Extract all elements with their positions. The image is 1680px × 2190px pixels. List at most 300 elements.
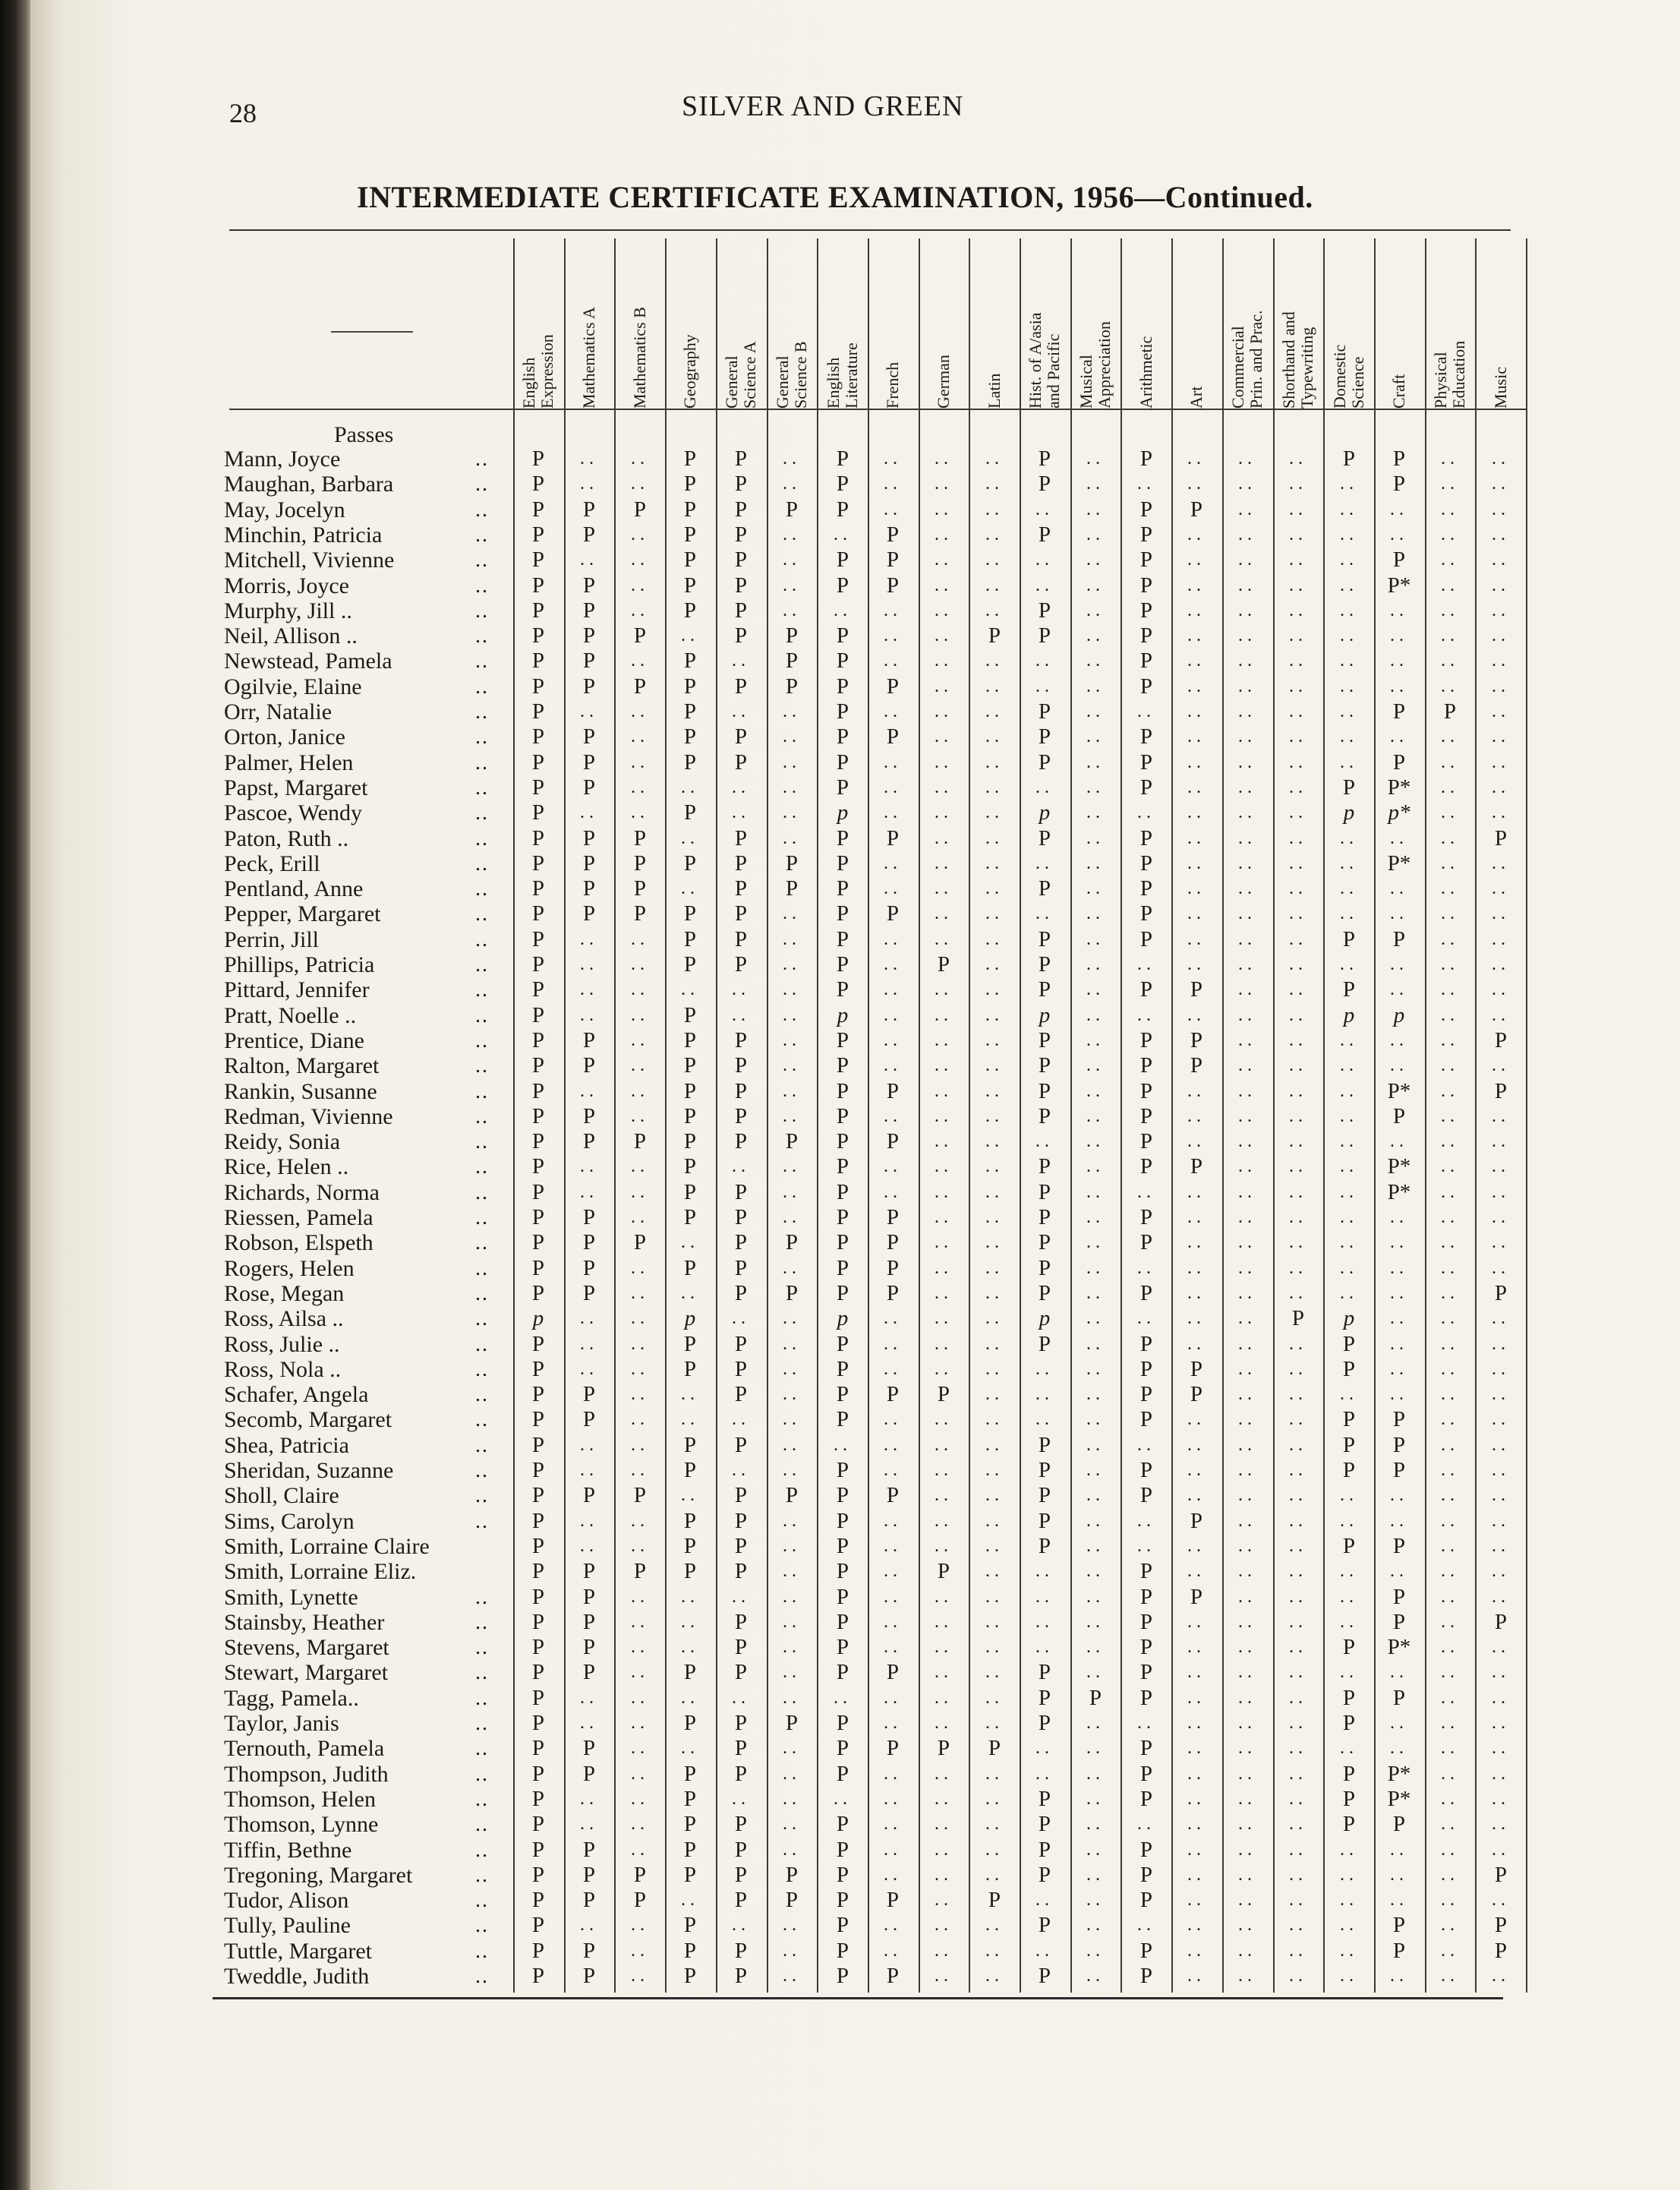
pass-mark: P xyxy=(1038,1180,1051,1204)
pass-mark: P xyxy=(734,1964,748,1988)
student-name: Rice, Helen .. xyxy=(224,1154,349,1179)
no-pass-mark: .. xyxy=(1492,1182,1510,1202)
pass-mark: P xyxy=(836,674,849,699)
no-pass-mark: .. xyxy=(1187,1814,1206,1834)
pass-mark: P xyxy=(836,1711,849,1735)
no-pass-mark: .. xyxy=(1441,1207,1459,1227)
no-pass-mark: .. xyxy=(1238,1460,1256,1480)
no-pass-mark: .. xyxy=(1187,1966,1206,1986)
no-pass-mark: .. xyxy=(1238,1131,1256,1151)
no-pass-mark: .. xyxy=(1390,1561,1408,1581)
pass-mark: P xyxy=(683,447,697,471)
no-pass-mark: .. xyxy=(1340,500,1358,519)
pass-mark: p xyxy=(532,1306,544,1330)
no-pass-mark: .. xyxy=(985,1460,1004,1480)
no-pass-mark: .. xyxy=(1086,854,1105,873)
pass-mark: P xyxy=(531,1509,545,1533)
no-pass-mark: .. xyxy=(1441,854,1459,873)
no-pass-mark: .. xyxy=(783,1182,801,1202)
student-name: Thomson, Lynne xyxy=(224,1812,379,1837)
pass-mark: P xyxy=(531,1534,545,1558)
no-pass-mark: .. xyxy=(1492,1435,1510,1455)
pass-mark: P xyxy=(683,1028,697,1052)
no-pass-mark: .. xyxy=(1238,929,1256,949)
no-pass-mark: .. xyxy=(1289,1789,1307,1809)
no-pass-mark: .. xyxy=(985,601,1004,620)
no-pass-mark: .. xyxy=(1238,500,1256,519)
no-pass-mark: .. xyxy=(1187,1106,1206,1126)
no-pass-mark: .. xyxy=(1390,601,1408,620)
no-pass-mark: .. xyxy=(1086,1637,1105,1657)
student-name: Pentland, Anne xyxy=(224,876,364,901)
table-row xyxy=(0,1964,1518,1989)
no-pass-mark: .. xyxy=(1086,702,1105,721)
no-pass-mark: .. xyxy=(1238,550,1256,570)
subject-header: French xyxy=(883,361,902,409)
row-leader-dots: .. xyxy=(475,1964,489,1988)
no-pass-mark: .. xyxy=(1238,601,1256,620)
pass-mark: P xyxy=(531,775,545,800)
no-pass-mark: .. xyxy=(783,474,801,494)
no-pass-mark: .. xyxy=(884,1688,902,1708)
pass-mark: P xyxy=(734,1509,748,1533)
no-pass-mark: .. xyxy=(1390,879,1408,898)
no-pass-mark: .. xyxy=(935,449,953,469)
no-pass-mark: .. xyxy=(1441,1612,1459,1632)
no-pass-mark: .. xyxy=(1086,1662,1105,1682)
pass-mark: P xyxy=(1494,1863,1508,1887)
pass-mark: P xyxy=(785,1129,799,1153)
no-pass-mark: .. xyxy=(985,1232,1004,1252)
pass-mark: P* xyxy=(1387,1079,1411,1103)
no-pass-mark: .. xyxy=(1187,626,1206,645)
no-pass-mark: .. xyxy=(1238,1865,1256,1885)
pass-mark: P xyxy=(582,1736,596,1760)
student-name: Tuttle, Margaret xyxy=(224,1939,372,1964)
student-name: Neil, Allison .. xyxy=(224,623,358,648)
pass-mark: P xyxy=(1190,1154,1203,1179)
no-pass-mark: .. xyxy=(580,1435,598,1455)
no-pass-mark: .. xyxy=(1340,1207,1358,1227)
no-pass-mark: .. xyxy=(1340,677,1358,696)
pass-mark: P xyxy=(683,674,697,699)
table-row xyxy=(0,1863,1518,1888)
no-pass-mark: .. xyxy=(580,1308,598,1328)
no-pass-mark: .. xyxy=(681,1637,699,1657)
no-pass-mark: .. xyxy=(1390,1283,1408,1303)
no-pass-mark: .. xyxy=(1187,1435,1206,1455)
pass-mark: P xyxy=(1038,1205,1051,1229)
no-pass-mark: .. xyxy=(935,576,953,595)
table-row xyxy=(0,1129,1518,1154)
no-pass-mark: .. xyxy=(884,1915,902,1935)
row-leader-dots: .. xyxy=(475,1333,489,1356)
pass-mark: P xyxy=(1291,1306,1305,1330)
no-pass-mark: .. xyxy=(783,1662,801,1682)
student-name: Schafer, Angela xyxy=(224,1382,369,1407)
no-pass-mark: .. xyxy=(935,1081,953,1101)
student-name: Prentice, Diane xyxy=(224,1028,364,1053)
no-pass-mark: .. xyxy=(935,626,953,645)
no-pass-mark: .. xyxy=(1492,955,1510,974)
no-pass-mark: .. xyxy=(1187,1890,1206,1910)
student-name: Morris, Joyce xyxy=(224,573,349,598)
pass-mark: P xyxy=(1139,1154,1153,1179)
pass-mark: P* xyxy=(1387,1154,1411,1179)
student-name: Ralton, Margaret xyxy=(224,1053,380,1078)
no-pass-mark: .. xyxy=(1441,651,1459,671)
pass-mark: P xyxy=(1392,1610,1406,1634)
pass-mark: P xyxy=(531,1407,545,1431)
pass-mark: P xyxy=(633,876,647,901)
no-pass-mark: .. xyxy=(1289,1536,1307,1556)
no-pass-mark: .. xyxy=(1086,1334,1105,1354)
pass-mark: P xyxy=(1139,1585,1153,1609)
no-pass-mark: .. xyxy=(1340,1662,1358,1682)
no-pass-mark: .. xyxy=(631,1738,649,1758)
no-pass-mark: .. xyxy=(1289,753,1307,772)
no-pass-mark: .. xyxy=(1289,1081,1307,1101)
pass-mark: P xyxy=(734,1559,748,1583)
row-leader-dots: .. xyxy=(475,1737,489,1760)
no-pass-mark: .. xyxy=(1340,727,1358,746)
no-pass-mark: .. xyxy=(1086,1941,1105,1961)
no-pass-mark: .. xyxy=(1441,1662,1459,1682)
pass-mark: P xyxy=(1038,447,1051,471)
no-pass-mark: .. xyxy=(1086,449,1105,469)
student-name: Ross, Julie .. xyxy=(224,1332,340,1357)
no-pass-mark: .. xyxy=(631,525,649,544)
pass-mark: P xyxy=(1342,1762,1356,1786)
subject-header: Musical Appreciation xyxy=(1076,321,1114,409)
no-pass-mark: .. xyxy=(783,1511,801,1531)
no-pass-mark: .. xyxy=(1238,1283,1256,1303)
no-pass-mark: .. xyxy=(985,1157,1004,1176)
pass-mark: P xyxy=(531,598,545,623)
row-leader-dots: .. xyxy=(475,1863,489,1887)
pass-mark: P xyxy=(886,1483,900,1507)
pass-mark: P xyxy=(1139,1888,1153,1912)
pass-mark: P xyxy=(531,952,545,977)
no-pass-mark: .. xyxy=(1492,601,1510,620)
no-pass-mark: .. xyxy=(1035,1941,1054,1961)
no-pass-mark: .. xyxy=(1441,1637,1459,1657)
no-pass-mark: .. xyxy=(1441,1258,1459,1278)
no-pass-mark: .. xyxy=(1238,1182,1256,1202)
no-pass-mark: .. xyxy=(1289,626,1307,645)
pass-mark: P xyxy=(1139,1762,1153,1786)
page-number: 28 xyxy=(229,98,257,128)
no-pass-mark: .. xyxy=(1035,1587,1054,1607)
no-pass-mark: .. xyxy=(884,1308,902,1328)
pass-mark: P xyxy=(1342,1635,1356,1659)
row-leader-dots: .. xyxy=(475,1080,489,1103)
no-pass-mark: .. xyxy=(985,1561,1004,1581)
student-name: Tudor, Alison xyxy=(224,1888,349,1913)
no-pass-mark: .. xyxy=(1035,550,1054,570)
pass-mark: P xyxy=(785,876,799,901)
pass-mark: P xyxy=(836,1382,849,1406)
no-pass-mark: .. xyxy=(1289,1409,1307,1429)
student-name: Phillips, Patricia xyxy=(224,952,375,977)
no-pass-mark: .. xyxy=(1340,1157,1358,1176)
no-pass-mark: .. xyxy=(1086,803,1105,822)
no-pass-mark: .. xyxy=(935,474,953,494)
pass-mark: P xyxy=(531,826,545,850)
no-pass-mark: .. xyxy=(1289,576,1307,595)
no-pass-mark: .. xyxy=(1289,1840,1307,1860)
no-pass-mark: .. xyxy=(1441,1359,1459,1379)
no-pass-mark: .. xyxy=(1035,904,1054,923)
pass-mark: P xyxy=(683,598,697,623)
no-pass-mark: .. xyxy=(935,1409,953,1429)
no-pass-mark: .. xyxy=(1340,1106,1358,1126)
no-pass-mark: .. xyxy=(1187,1865,1206,1885)
no-pass-mark: .. xyxy=(935,1789,953,1809)
no-pass-mark: .. xyxy=(935,1334,953,1354)
no-pass-mark: .. xyxy=(1492,1587,1510,1607)
pass-mark: P xyxy=(1139,548,1153,572)
no-pass-mark: .. xyxy=(1441,1587,1459,1607)
pass-mark: P xyxy=(531,447,545,471)
no-pass-mark: .. xyxy=(1289,1764,1307,1784)
pass-mark: P xyxy=(988,1736,1001,1760)
student-name: Smith, Lorraine Eliz. xyxy=(224,1559,417,1584)
no-pass-mark: .. xyxy=(834,601,852,620)
student-name: Ross, Ailsa .. xyxy=(224,1306,344,1331)
no-pass-mark: .. xyxy=(884,929,902,949)
table-row xyxy=(0,775,1518,800)
pass-mark: P xyxy=(734,724,748,749)
no-pass-mark: .. xyxy=(1289,828,1307,848)
student-name: Shea, Patricia xyxy=(224,1433,349,1458)
no-pass-mark: .. xyxy=(681,1612,699,1632)
table-row xyxy=(0,648,1518,674)
pass-mark: P* xyxy=(1387,573,1411,598)
student-name: Tregoning, Margaret xyxy=(224,1863,413,1888)
no-pass-mark: .. xyxy=(985,550,1004,570)
pass-mark: P xyxy=(1139,573,1153,598)
pass-mark: P xyxy=(1392,1585,1406,1609)
pass-mark: P xyxy=(683,1863,697,1887)
table-row xyxy=(0,1407,1518,1432)
no-pass-mark: .. xyxy=(1238,1966,1256,1986)
pass-mark: P xyxy=(531,724,545,749)
table-row xyxy=(0,522,1518,548)
no-pass-mark: .. xyxy=(1390,1056,1408,1075)
no-pass-mark: .. xyxy=(1340,1232,1358,1252)
pass-mark: P xyxy=(683,699,697,724)
no-pass-mark: .. xyxy=(631,1966,649,1986)
pass-mark: P xyxy=(1038,977,1051,1002)
pass-mark: P xyxy=(1038,1028,1051,1052)
no-pass-mark: .. xyxy=(783,753,801,772)
no-pass-mark: .. xyxy=(1492,753,1510,772)
row-leader-dots: .. xyxy=(475,1383,489,1406)
no-pass-mark: .. xyxy=(1086,1384,1105,1404)
no-pass-mark: .. xyxy=(1238,1764,1256,1784)
no-pass-mark: .. xyxy=(1086,601,1105,620)
pass-mark: P xyxy=(886,724,900,749)
no-pass-mark: .. xyxy=(935,1662,953,1682)
pass-mark: P* xyxy=(1387,1762,1411,1786)
pass-mark: P xyxy=(683,750,697,775)
no-pass-mark: .. xyxy=(783,576,801,595)
no-pass-mark: .. xyxy=(631,1713,649,1733)
pass-mark: P xyxy=(531,876,545,901)
no-pass-mark: .. xyxy=(1086,1030,1105,1050)
table-row xyxy=(0,1104,1518,1129)
pass-mark: P xyxy=(582,1660,596,1684)
pass-mark: P xyxy=(683,573,697,598)
no-pass-mark: .. xyxy=(580,1005,598,1025)
no-pass-mark: .. xyxy=(1238,1258,1256,1278)
no-pass-mark: .. xyxy=(1441,525,1459,544)
no-pass-mark: .. xyxy=(631,1030,649,1050)
no-pass-mark: .. xyxy=(1492,1789,1510,1809)
no-pass-mark: .. xyxy=(1390,1232,1408,1252)
pass-mark: P xyxy=(582,522,596,547)
subject-header: Shorthand and Typewriting xyxy=(1279,311,1316,409)
table-row xyxy=(0,927,1518,952)
student-name: Ross, Nola .. xyxy=(224,1357,342,1382)
pass-mark: P xyxy=(836,1281,849,1305)
no-pass-mark: .. xyxy=(783,525,801,544)
pass-mark: P xyxy=(633,851,647,876)
row-leader-dots: .. xyxy=(475,1105,489,1128)
pass-mark: P xyxy=(734,1812,748,1836)
no-pass-mark: .. xyxy=(1238,1688,1256,1708)
no-pass-mark: .. xyxy=(1137,1915,1155,1935)
pass-mark: P xyxy=(531,1104,545,1128)
pass-mark: P xyxy=(582,1205,596,1229)
pass-mark: P xyxy=(836,1939,849,1963)
table-row xyxy=(0,1458,1518,1483)
no-pass-mark: .. xyxy=(1441,753,1459,772)
no-pass-mark: .. xyxy=(1238,778,1256,797)
pass-mark: P xyxy=(734,674,748,699)
no-pass-mark: .. xyxy=(1238,449,1256,469)
pass-mark: P xyxy=(1038,1458,1051,1482)
pass-mark: P xyxy=(937,952,950,977)
pass-mark: P xyxy=(531,1888,545,1912)
no-pass-mark: .. xyxy=(783,1536,801,1556)
no-pass-mark: .. xyxy=(1238,1384,1256,1404)
pass-mark: P xyxy=(734,1483,748,1507)
pass-mark: P xyxy=(836,1407,849,1431)
no-pass-mark: .. xyxy=(1340,525,1358,544)
no-pass-mark: .. xyxy=(1187,1485,1206,1505)
table-top-rule xyxy=(229,229,1511,231)
no-pass-mark: .. xyxy=(1187,828,1206,848)
pass-mark: P xyxy=(1038,1534,1051,1558)
pass-mark: P xyxy=(1038,1863,1051,1887)
pass-mark: P xyxy=(836,1332,849,1356)
no-pass-mark: .. xyxy=(1441,828,1459,848)
pass-mark: P xyxy=(582,750,596,775)
no-pass-mark: .. xyxy=(1441,1966,1459,1986)
pass-mark: P xyxy=(988,1888,1001,1912)
no-pass-mark: .. xyxy=(1390,1030,1408,1050)
pass-mark: P xyxy=(531,623,545,648)
pass-mark: P xyxy=(531,1635,545,1659)
no-pass-mark: .. xyxy=(631,1435,649,1455)
no-pass-mark: .. xyxy=(884,1764,902,1784)
no-pass-mark: .. xyxy=(1340,1561,1358,1581)
no-pass-mark: .. xyxy=(1441,626,1459,645)
pass-mark: p xyxy=(1039,800,1051,825)
row-leader-dots: .. xyxy=(475,978,489,1002)
pass-mark: P xyxy=(734,1736,748,1760)
no-pass-mark: .. xyxy=(1238,1207,1256,1227)
no-pass-mark: .. xyxy=(1289,1283,1307,1303)
no-pass-mark: .. xyxy=(1187,1789,1206,1809)
pass-mark: P xyxy=(683,1838,697,1862)
pass-mark: P xyxy=(531,1382,545,1406)
no-pass-mark: .. xyxy=(1390,626,1408,645)
no-pass-mark: .. xyxy=(1035,651,1054,671)
no-pass-mark: .. xyxy=(1187,1283,1206,1303)
no-pass-mark: .. xyxy=(1187,1232,1206,1252)
no-pass-mark: .. xyxy=(1289,879,1307,898)
pass-mark: P xyxy=(734,472,748,496)
no-pass-mark: .. xyxy=(1289,500,1307,519)
pass-mark: P xyxy=(886,1230,900,1254)
no-pass-mark: .. xyxy=(631,1308,649,1328)
pass-mark: P xyxy=(836,472,849,496)
subject-header: Latin xyxy=(985,373,1004,409)
pass-mark: P xyxy=(582,497,596,522)
no-pass-mark: .. xyxy=(1187,1561,1206,1581)
no-pass-mark: .. xyxy=(1238,1106,1256,1126)
pass-mark: P xyxy=(683,1003,697,1027)
table-row xyxy=(0,901,1518,926)
no-pass-mark: .. xyxy=(1289,980,1307,999)
no-pass-mark: .. xyxy=(1086,1890,1105,1910)
pass-mark: P xyxy=(582,1256,596,1280)
pass-mark: P xyxy=(582,1838,596,1862)
pass-mark: P xyxy=(1139,724,1153,749)
no-pass-mark: .. xyxy=(1390,1966,1408,1986)
no-pass-mark: .. xyxy=(783,1384,801,1404)
no-pass-mark: .. xyxy=(783,1258,801,1278)
no-pass-mark: .. xyxy=(1441,1511,1459,1531)
row-leader-dots: .. xyxy=(475,928,489,951)
pass-mark: P xyxy=(1190,1053,1203,1078)
pass-mark: P xyxy=(1139,1332,1153,1356)
no-pass-mark: .. xyxy=(1086,1764,1105,1784)
no-pass-mark: .. xyxy=(1187,1308,1206,1328)
pass-mark: P xyxy=(734,1053,748,1078)
no-pass-mark: .. xyxy=(884,980,902,999)
pass-mark: P xyxy=(531,1079,545,1103)
subject-header: General Science A xyxy=(722,341,759,409)
no-pass-mark: .. xyxy=(935,651,953,671)
subject-header: Craft xyxy=(1389,374,1408,409)
pass-mark: P xyxy=(836,876,849,901)
no-pass-mark: .. xyxy=(732,1789,750,1809)
pass-mark: p xyxy=(1343,1306,1355,1330)
no-pass-mark: .. xyxy=(631,1662,649,1682)
row-leader-dots: .. xyxy=(475,1054,489,1078)
no-pass-mark: .. xyxy=(1187,854,1206,873)
pass-mark: P xyxy=(683,1433,697,1457)
no-pass-mark: .. xyxy=(631,1056,649,1075)
no-pass-mark: .. xyxy=(1441,1890,1459,1910)
pass-mark: P xyxy=(582,1407,596,1431)
no-pass-mark: .. xyxy=(1238,525,1256,544)
no-pass-mark: .. xyxy=(783,1308,801,1328)
